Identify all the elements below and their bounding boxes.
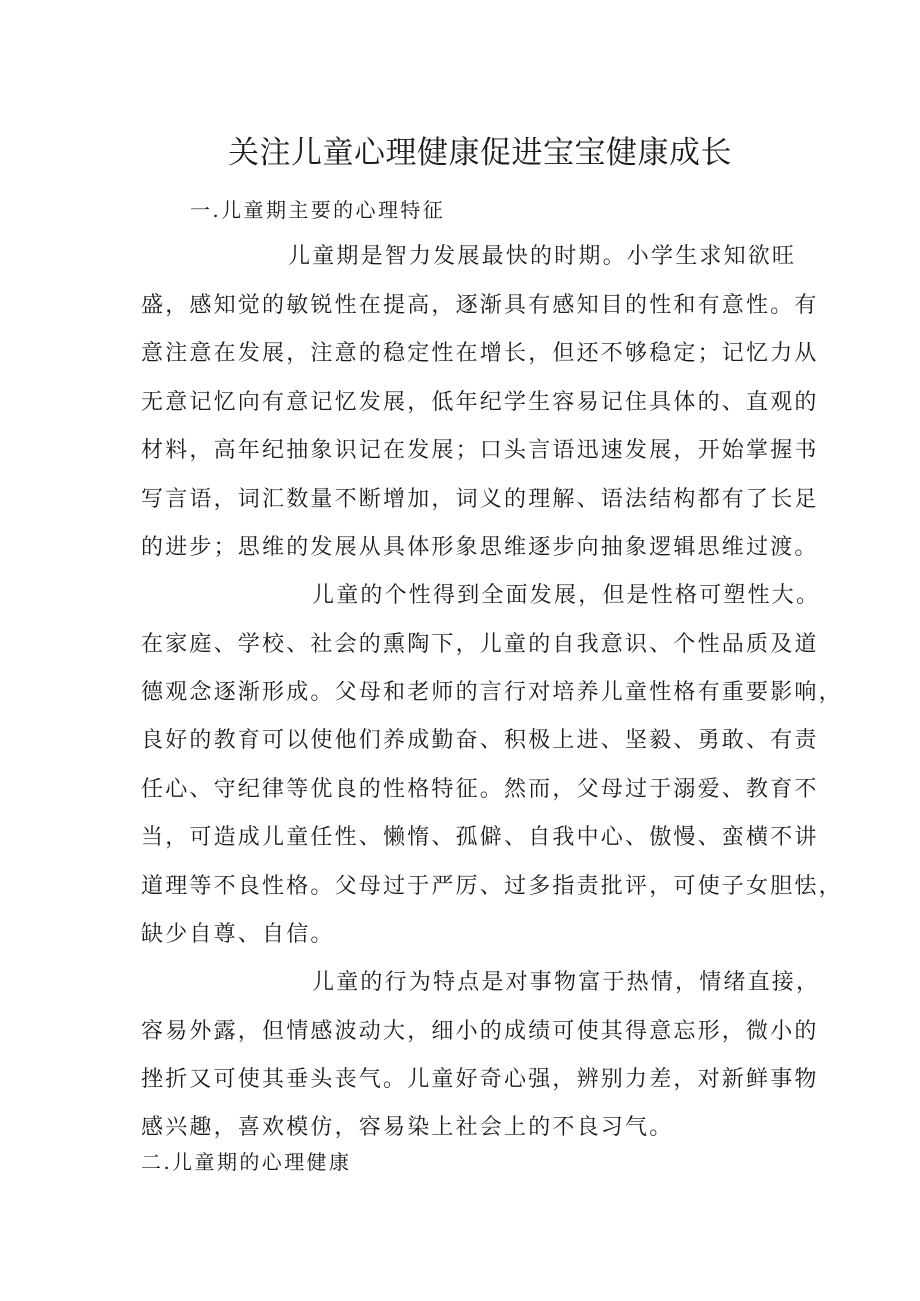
paragraph-3-line: 感兴趣，喜欢模仿，容易染上社会上的不良习气。 (141, 1115, 674, 1140)
paragraph-1-line: 儿童期是智力发展最快的时期。小学生求知欲旺 (288, 244, 797, 269)
paragraph-2-line: 在家庭、学校、社会的熏陶下，儿童的自我意识、个性品质及道 (141, 632, 819, 657)
paragraph-1-line: 意注意在发展，注意的稳定性在增长，但还不够稳定；记忆力从 (141, 341, 819, 366)
paragraph-3-line: 儿童的行为特点是对事物富于热情，情绪直接， (312, 970, 821, 995)
paragraph-2-line: 道理等不良性格。父母过于严厉、过多指责批评，可使子女胆怯， (141, 874, 843, 899)
paragraph-1-line: 的进步；思维的发展从具体形象思维逐步向抽象逻辑思维过渡。 (141, 535, 819, 560)
paragraph-2-line: 当，可造成儿童任性、懒惰、孤僻、自我中心、傲慢、蛮横不讲 (141, 825, 819, 850)
paragraph-1-line: 写言语，词汇数量不断增加，词义的理解、语法结构都有了长足 (141, 487, 819, 512)
document-title: 关注儿童心理健康促进宝宝健康成长 (228, 135, 732, 171)
paragraph-2-line: 良好的教育可以使他们养成勤奋、积极上进、坚毅、勇敢、有责 (141, 728, 819, 753)
section-heading-1: 一.儿童期主要的心理特征 (190, 198, 446, 222)
paragraph-1-line: 无意记忆向有意记忆发展，低年纪学生容易记住具体的、直观的 (141, 390, 819, 415)
section-heading-2: 二.儿童期的心理健康 (141, 1150, 352, 1174)
paragraph-1-line: 材料，高年纪抽象识记在发展；口头言语迅速发展，开始掌握书 (141, 438, 819, 463)
paragraph-1-line: 盛，感知觉的敏锐性在提高，逐渐具有感知目的性和有意性。有 (141, 293, 819, 318)
paragraph-3-line: 容易外露，但情感波动大，细小的成绩可使其得意忘形，微小的 (141, 1019, 819, 1044)
paragraph-2-line: 任心、守纪律等优良的性格特征。然而，父母过于溺爱、教育不 (141, 777, 819, 802)
paragraph-3-line: 挫折又可使其垂头丧气。儿童好奇心强，辨别力差，对新鲜事物 (141, 1067, 819, 1092)
paragraph-2-line: 儿童的个性得到全面发展，但是性格可塑性大。 (312, 583, 821, 608)
paragraph-2-line: 缺少自尊、自信。 (141, 922, 335, 947)
paragraph-2-line: 德观念逐渐形成。父母和老师的言行对培养儿童性格有重要影响， (141, 680, 843, 705)
